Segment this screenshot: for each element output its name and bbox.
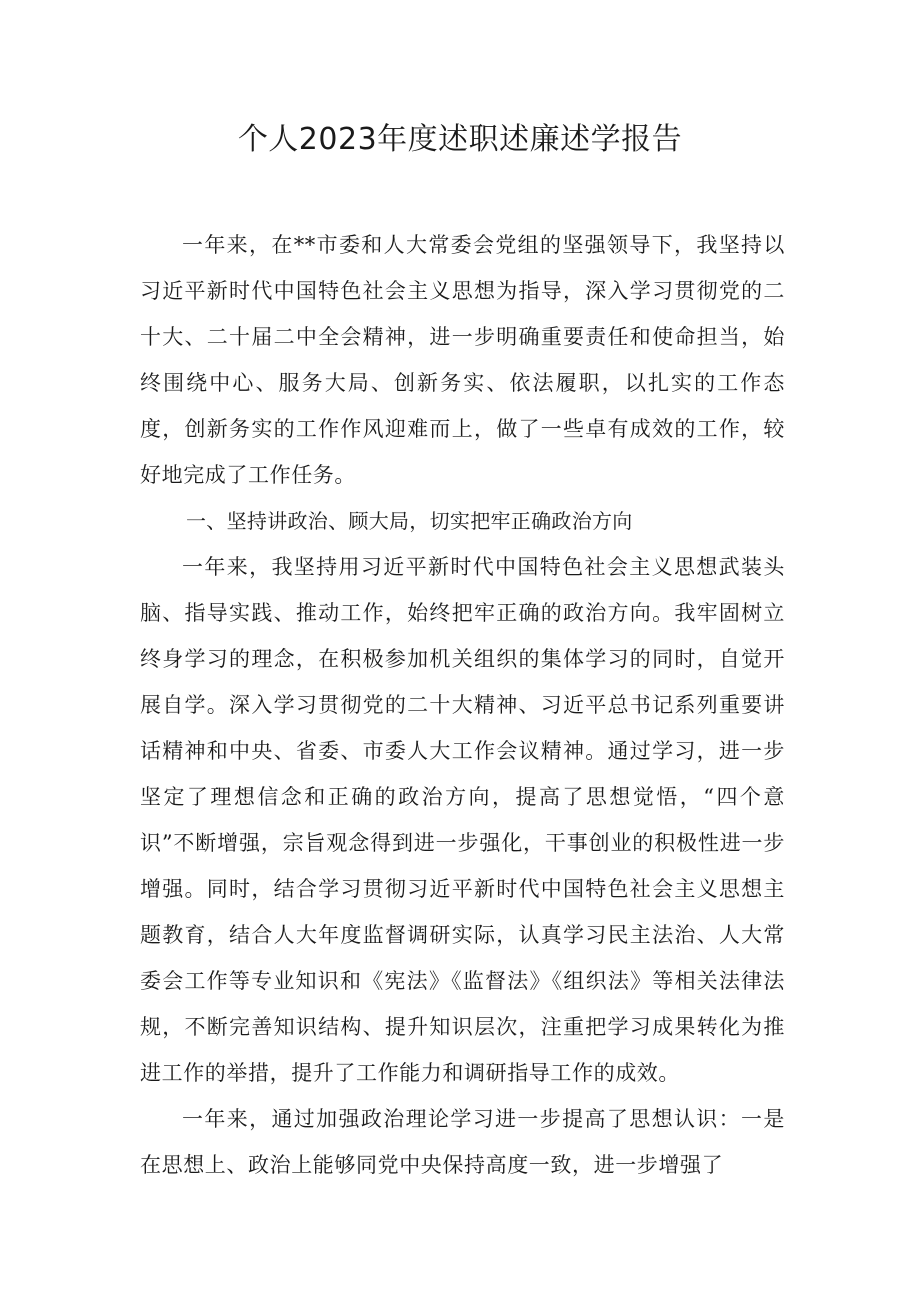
- document-body: [140, 222, 785, 1188]
- section-heading-1: 一、坚持讲政治、顾大局，切实把牢正确政治方向: [186, 509, 633, 533]
- paragraph-intro: 一年来，在**市委和人大常委会党组的坚强领导下，我坚持以习近平新时代中国特色社会主义思想为指导，深入学习贯彻党的二十大、二十届二中全会精神，进一步明确重要责任和使命担当，始终围绕中心、服务大局、创新务实、依法履职，以扎实的工作态度，创新务实的工作作风迎难而上，做了一些卓有成效的工作，较好地完成了工作任务。: [140, 233, 785, 487]
- document-title: 个人2023年度述职述廉述学报告: [237, 122, 683, 157]
- paragraph-political-study: 一年来，我坚持用习近平新时代中国特色社会主义思想武装头脑、指导实践、推动工作，始终把牢正确的政治方向。我牢固树立终身学习的理念，在积极参加机关组织的集体学习的同时，自觉开展自学。深入学习贯彻党的二十大精神、习近平总书记系列重要讲话精神和中央、省委、市委人大工作会议精神。通过学习，进一步坚定了理想信念和正确的政治方向，提高了思想觉悟，“四个意识”不断增强，宗旨观念得到进一步强化，干事创业的积极性进一步增强。同时，结合学习贯彻习近平新时代中国特色社会主义思想主题教育，结合人大年度监督调研实际，认真学习民主法治、人大常委会工作等专业知识和《宪法》《监督法》《组织法》等相关法律法规，不断完善知识结构、提升知识层次，注重把学习成果转化为推进工作的举措，提升了工作能力和调研指导工作的成效。: [140, 555, 785, 1085]
- paragraph-ideological-awareness: 一年来，通过加强政治理论学习进一步提高了思想认识：一是在思想上、政治上能够同党中央保持高度一致，进一步增强了: [140, 1107, 785, 1177]
